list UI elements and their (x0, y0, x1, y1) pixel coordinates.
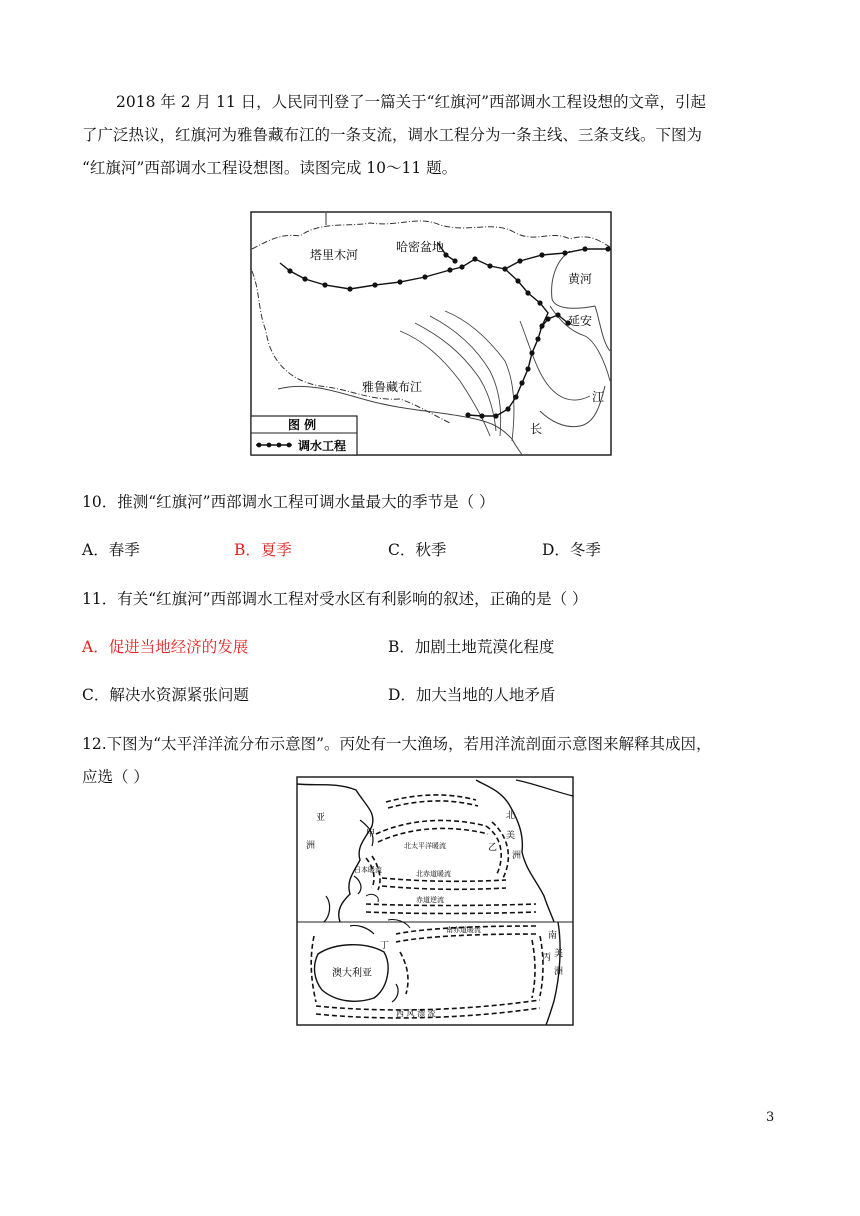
q11-stem: 11．有关“红旗河”西部调水工程对受水区有利影响的叙述，正确的是（ ） (82, 590, 588, 608)
label-nan: 南 (548, 931, 558, 941)
q12-stem-line-1: 12.下图为“太平洋洋流分布示意图”。丙处有一大渔场，若用洋流剖面示意图来解释其成因， (82, 735, 712, 753)
label-west-wind-drift: 西 风 漂 流 (396, 1009, 436, 1018)
page-number: 3 (766, 1110, 775, 1125)
label-zhou: 洲 (306, 841, 316, 851)
label-yanan: 延安 (568, 314, 593, 328)
label-zhou-2: 洲 (512, 851, 522, 861)
q11-option-a: A．促进当地经济的发展 (82, 638, 249, 656)
label-yellow-river: 黄河 (568, 272, 593, 286)
label-australia: 澳大利亚 (332, 968, 372, 979)
label-zhou-3: 洲 (554, 967, 564, 977)
label-chang: 长 (530, 422, 543, 436)
label-hami-basin: 哈密盆地 (396, 240, 445, 254)
label-ding: 丁 (380, 941, 390, 951)
map-legend (251, 416, 357, 455)
intro-line-1: 2018 年 2 月 11 日，人民同刊登了一篇关于“红旗河”西部调水工程设想的文章，引起 (116, 93, 707, 111)
label-jiang: 江 (592, 390, 605, 404)
q10-option-c: C．秋季 (388, 541, 447, 559)
label-north-pacific-current: 北太平洋暖流 (404, 842, 446, 850)
q10-stem: 10．推测“红旗河”西部调水工程可调水量最大的季节是（ ） (82, 493, 495, 511)
label-japan-current: 日本暖流 (354, 866, 382, 874)
q11-option-b: B．加剧土地荒漠化程度 (388, 638, 555, 656)
label-yarlung-tsangpo: 雅鲁藏布江 (362, 380, 423, 394)
water-diversion-map (250, 211, 612, 456)
label-ya: 亚 (316, 813, 326, 823)
intro-line-3: “红旗河”西部调水工程设想图。读图完成 10～11 题。 (82, 159, 458, 177)
label-bing: 丙 (542, 953, 552, 963)
label-south-equatorial-current: 南赤道暖流 (446, 926, 481, 934)
label-bei: 北 (506, 811, 516, 821)
label-mei: 美 (506, 831, 516, 841)
q12-stem-line-2: 应选（ ） (82, 768, 149, 786)
q11-option-c: C．解决水资源紧张问题 (82, 686, 249, 704)
q11-option-d: D．加大当地的人地矛盾 (388, 686, 556, 704)
legend-title: 图 例 (288, 418, 317, 432)
q10-option-d: D．冬季 (542, 541, 601, 559)
label-north-equatorial-current: 北赤道暖流 (416, 870, 451, 878)
label-tarim-river: 塔里木河 (310, 248, 359, 262)
label-yi: 乙 (488, 843, 498, 853)
label-mei-2: 美 (554, 949, 564, 959)
legend-item-label: 调水工程 (298, 439, 347, 453)
q10-option-a: A．春季 (82, 541, 140, 559)
intro-line-2: 了广泛热议，红旗河为雅鲁藏布江的一条支流，调水工程分为一条主线、三条支线。下图为 (82, 126, 703, 144)
label-equatorial-counter-current: 赤道逆流 (416, 896, 444, 904)
label-jia: 甲 (366, 829, 376, 839)
pacific-currents-map (296, 776, 574, 1026)
q10-option-b: B．夏季 (234, 541, 292, 559)
